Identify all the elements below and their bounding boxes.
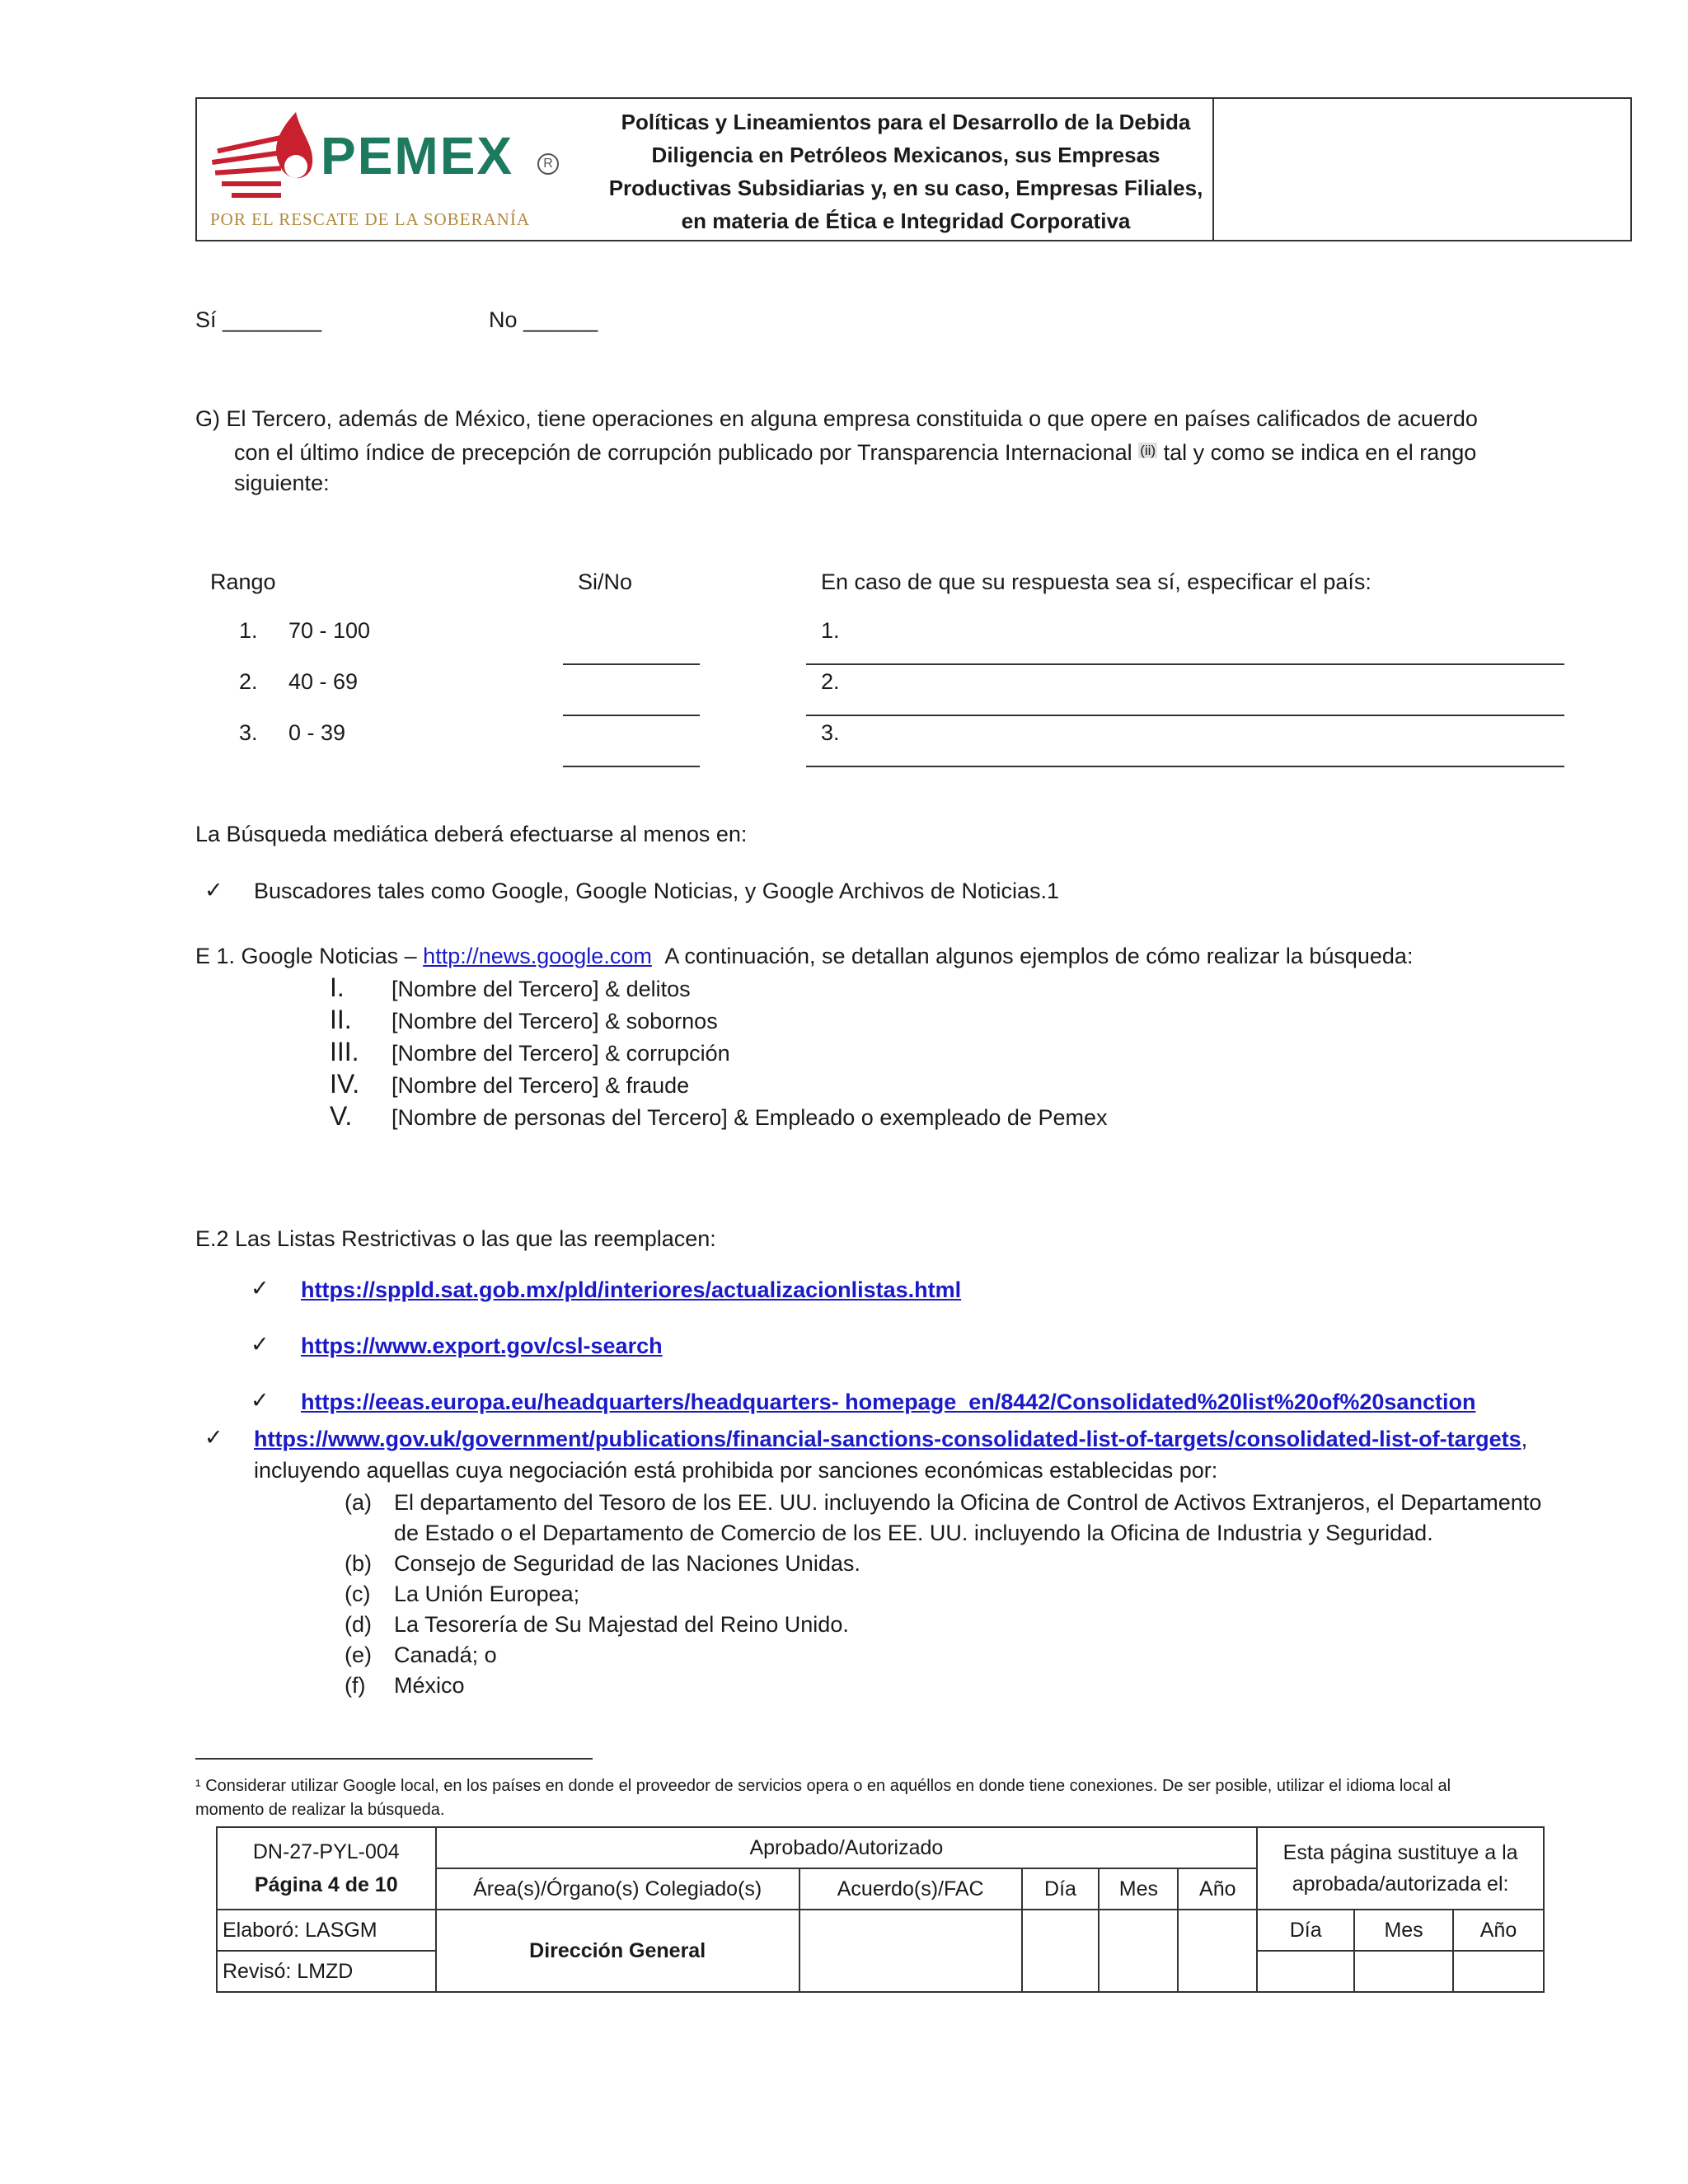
check-icon: ✓	[251, 1332, 270, 1357]
sanction-letter: (a)	[345, 1490, 372, 1515]
section-g-line2a: con el último índice de precepción de corrupción publicado por Transparencia Internacional	[234, 440, 1132, 465]
range-value: 70 - 100	[288, 618, 371, 643]
sanction-letter: (b)	[345, 1551, 372, 1576]
day-value	[1022, 1910, 1100, 1992]
col-range-header: Rango	[210, 569, 276, 594]
sub-day-header: Día	[1257, 1910, 1354, 1951]
sanction-letter: (c)	[345, 1582, 371, 1606]
search-example: [Nombre de personas del Tercero] & Empleado o exempleado de Pemex	[392, 1105, 1108, 1130]
approved-header: Aprobado/Autorizado	[436, 1827, 1258, 1868]
search-example: [Nombre del Tercero] & sobornos	[392, 1009, 718, 1033]
month-header: Mes	[1099, 1868, 1178, 1910]
including-text: incluyendo aquellas cuya negociación está prohibida por sanciones económicas establecidas por:	[254, 1458, 1218, 1483]
sino-field-3[interactable]	[563, 766, 700, 767]
footnote-line1: ¹ Considerar utilizar Google local, en los países en donde el proveedor de servicios opera o en aquéllos en donde tiene conexiones. De ser posible, utilizar el idioma local al	[195, 1777, 1451, 1795]
country-field-1[interactable]	[806, 663, 1564, 665]
col-sino-header: Si/No	[578, 569, 633, 594]
year-value	[1178, 1910, 1257, 1992]
roman-num: II.	[330, 1005, 352, 1034]
e1-prefix: E 1. Google Noticias –	[195, 944, 417, 968]
country-num: 2.	[821, 669, 840, 694]
sanction-letter: (d)	[345, 1612, 372, 1637]
sanction-text: El departamento del Tesoro de los EE. UU. incluyendo la Oficina de Control de Activos Extranjeros, el Departamento	[394, 1490, 1542, 1515]
doc-code-cell	[217, 1827, 436, 1910]
sub-month-value	[1354, 1951, 1453, 1992]
country-num: 3.	[821, 720, 840, 745]
range-num: 1.	[239, 618, 258, 643]
answer-yes: Sí ________	[195, 307, 322, 332]
sub-day-value	[1257, 1951, 1354, 1992]
country-field-3[interactable]	[806, 766, 1564, 767]
section-g-line2	[234, 434, 1476, 469]
search-example: [Nombre del Tercero] & delitos	[392, 977, 691, 1001]
sub-month-header: Mes	[1354, 1910, 1453, 1951]
made-by: Elaboró: LASGM	[217, 1910, 436, 1951]
e1-suffix: A continuación, se detallan algunos ejemplos de cómo realizar la búsqueda:	[664, 944, 1414, 968]
registered-mark-icon: R	[537, 153, 559, 175]
month-value	[1099, 1910, 1178, 1992]
direction-cell: Dirección General	[436, 1910, 799, 1992]
footnote-line2: momento de realizar la búsqueda.	[195, 1801, 445, 1819]
range-num: 2.	[239, 669, 258, 694]
check-icon: ✓	[251, 1388, 270, 1413]
document-title: Políticas y Lineamientos para el Desarrollo de la Debida Diligencia en Petróleos Mexicanos, sus Empresas Productivas Subsidiarias y, en su caso, Empresas Filiales, en materia de Ética e Integridad Corporativa	[608, 110, 1203, 233]
sub-year-value	[1453, 1951, 1544, 1992]
sub-year-header: Año	[1453, 1910, 1544, 1951]
sanction-text: Consejo de Seguridad de las Naciones Unidas.	[394, 1551, 860, 1576]
answer-no: No ______	[489, 307, 598, 332]
substitutes-cell: Esta página sustituye a la aprobada/autorizada el:	[1257, 1827, 1544, 1910]
agreement-value	[799, 1910, 1022, 1992]
search-example: [Nombre del Tercero] & corrupción	[392, 1041, 730, 1066]
agreement-header: Acuerdo(s)/FAC	[799, 1868, 1022, 1910]
google-news-link[interactable]: http://news.google.com	[423, 944, 652, 968]
media-intro: La Búsqueda mediática deberá efectuarse al menos en:	[195, 822, 748, 846]
footnote-separator	[195, 1758, 593, 1760]
check-icon: ✓	[204, 878, 223, 902]
doc-code: DN-27-PYL-004	[252, 1840, 400, 1863]
approval-table	[216, 1826, 1545, 1993]
restrictive-list-link[interactable]: https://www.export.gov/csl-search	[301, 1333, 663, 1358]
sanction-text: La Tesorería de Su Majestad del Reino Unido.	[394, 1612, 849, 1637]
area-header: Área(s)/Órgano(s) Colegiado(s)	[436, 1868, 799, 1910]
day-header: Día	[1022, 1868, 1100, 1910]
section-g-line2b: tal y como se indica en el rango	[1163, 440, 1477, 465]
section-g-line3: siguiente:	[234, 471, 330, 495]
sanction-text: La Unión Europea;	[394, 1582, 580, 1606]
col-country-header: En caso de que su respuesta sea sí, especificar el país:	[821, 569, 1372, 594]
sanction-letter: (e)	[345, 1643, 372, 1667]
roman-num: IV.	[330, 1069, 360, 1099]
search-example: [Nombre del Tercero] & fraude	[392, 1073, 690, 1098]
sanction-letter: (f)	[345, 1673, 366, 1698]
sino-field-2[interactable]	[563, 715, 700, 716]
restrictive-list-link[interactable]: https://www.gov.uk/government/publications/financial-sanctions-consolidated-list-of-targets/consolidated-list-of-targets	[254, 1427, 1522, 1451]
roman-num: V.	[330, 1101, 353, 1131]
range-num: 3.	[239, 720, 258, 745]
section-g-line1: G) El Tercero, además de México, tiene operaciones en alguna empresa constituida o que opere en países calificados de acuerdo	[195, 406, 1478, 431]
e1-line	[195, 940, 1413, 972]
roman-num: I.	[330, 972, 345, 1002]
endnote-marker[interactable]: (ii)	[1140, 443, 1156, 458]
brand-wordmark: PEMEX	[321, 126, 514, 185]
page-number: Página 4 de 10	[254, 1873, 398, 1896]
document-header	[195, 97, 1632, 241]
sanction-text: Canadá; o	[394, 1643, 497, 1667]
e2-title: E.2 Las Listas Restrictivas o las que las reemplacen:	[195, 1226, 716, 1251]
restrictive-list-link[interactable]: https://sppld.sat.gob.mx/pld/interiores/actualizacionlistas.html	[301, 1277, 962, 1302]
brand-slogan: POR EL RESCATE DE LA SOBERANÍA	[210, 209, 530, 229]
uk-link-line	[254, 1422, 1527, 1455]
check-icon: ✓	[204, 1425, 223, 1450]
sanction-text: México	[394, 1673, 465, 1698]
reviewed-by: Revisó: LMZD	[217, 1951, 436, 1992]
media-item: Buscadores tales como Google, Google Noticias, y Google Archivos de Noticias.1	[254, 879, 1059, 903]
range-value: 0 - 39	[288, 720, 346, 745]
country-field-2[interactable]	[806, 715, 1564, 716]
pemex-eagle-icon	[210, 109, 317, 206]
year-header: Año	[1178, 1868, 1257, 1910]
logo-cell	[197, 99, 1214, 240]
range-value: 40 - 69	[288, 669, 359, 694]
check-icon: ✓	[251, 1276, 270, 1301]
restrictive-list-link[interactable]: https://eeas.europa.eu/headquarters/headquarters- homepage_en/8442/Consolidated%20list%20of%20sanction	[301, 1390, 1476, 1414]
country-num: 1.	[821, 618, 840, 643]
roman-num: III.	[330, 1037, 359, 1066]
link-comma: ,	[1521, 1427, 1528, 1451]
sino-field-1[interactable]	[563, 663, 700, 665]
sanction-text-cont: de Estado o el Departamento de Comercio de los EE. UU. incluyendo la Oficina de Industria y Seguridad.	[394, 1521, 1433, 1545]
